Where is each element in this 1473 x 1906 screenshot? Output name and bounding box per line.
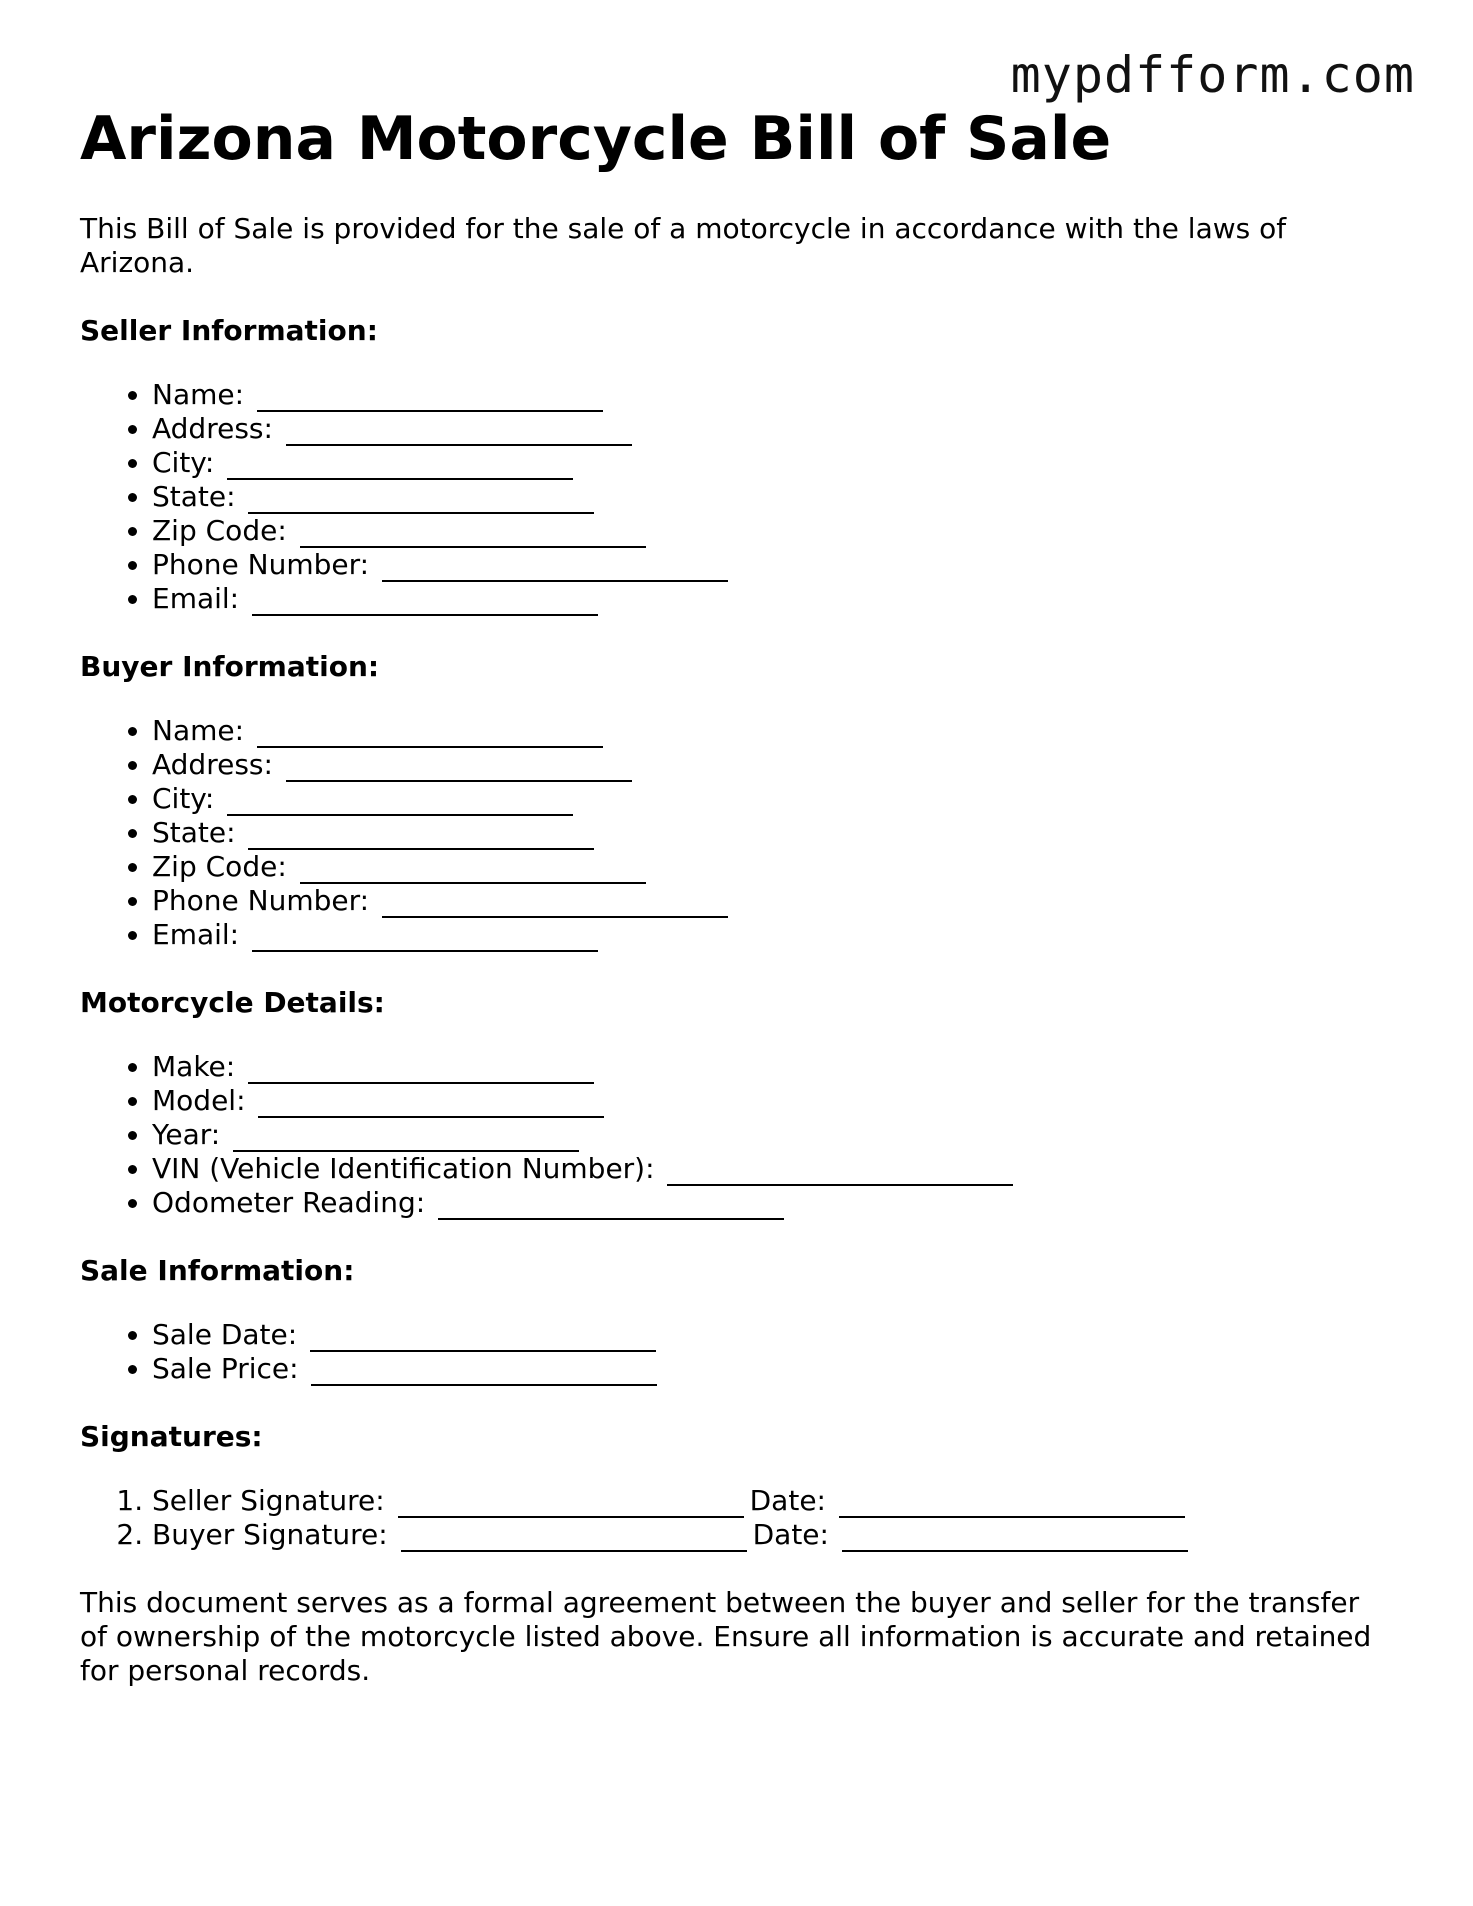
field-label: City: [152,782,215,815]
sale-fields [80,1318,1380,1386]
fill-blank[interactable] [252,584,598,616]
field-label: Buyer Signature: [152,1518,388,1551]
sale-price-field [152,1352,1380,1386]
date-label: Date: [749,1484,826,1517]
field-label: Email: [152,918,240,951]
fill-blank[interactable] [438,1188,784,1220]
field-label: Name: [152,714,245,747]
field-label: Phone Number: [152,884,370,917]
seller-signature-row [152,1484,1380,1518]
buyer-name-field [152,714,1380,748]
fill-blank[interactable] [300,852,646,884]
field-label: State: [152,816,236,849]
document-title: Arizona Motorcycle Bill of Sale [80,104,1112,174]
seller-fields [80,378,1380,616]
document-page [80,100,1380,1688]
buyer-zip-field [152,850,1380,884]
buyer-city-field [152,782,1380,816]
buyer-fields [80,714,1380,952]
seller-zip-field [152,514,1380,548]
sale-heading: Sale Information: [80,1254,355,1287]
fill-blank[interactable] [667,1154,1013,1186]
fill-blank[interactable] [382,886,728,918]
fill-blank[interactable] [300,516,646,548]
motorcycle-model-field [152,1084,1380,1118]
date-label: Date: [752,1518,829,1551]
field-label: Sale Price: [152,1352,299,1385]
fill-blank[interactable] [227,448,573,480]
fill-blank[interactable] [257,380,603,412]
seller-email-field [152,582,1380,616]
seller-signature-blank[interactable] [398,1486,744,1518]
field-label: Address: [152,748,273,781]
buyer-date-blank[interactable] [842,1520,1188,1552]
fill-blank[interactable] [233,1120,579,1152]
motorcycle-odometer-field [152,1186,1380,1220]
fill-blank[interactable] [382,550,728,582]
field-label: Sale Date: [152,1318,298,1351]
fill-blank[interactable] [258,1086,604,1118]
fill-blank[interactable] [248,818,594,850]
fill-blank[interactable] [227,784,573,816]
field-label: Address: [152,412,273,445]
buyer-phone-field [152,884,1380,918]
field-label: Phone Number: [152,548,370,581]
fill-blank[interactable] [257,716,603,748]
field-label: Zip Code: [152,850,287,883]
field-label: VIN (Vehicle Identification Number): [152,1152,655,1185]
signatures-heading: Signatures: [80,1420,263,1453]
seller-address-field [152,412,1380,446]
field-label: Zip Code: [152,514,287,547]
signature-list [80,1484,1380,1552]
field-label: Year: [152,1118,221,1151]
motorcycle-make-field [152,1050,1380,1084]
fill-blank[interactable] [311,1354,657,1386]
fill-blank[interactable] [248,482,594,514]
field-label: Odometer Reading: [152,1186,426,1219]
buyer-email-field [152,918,1380,952]
field-label: Model: [152,1084,246,1117]
field-label: State: [152,480,236,513]
field-label: Seller Signature: [152,1484,385,1517]
motorcycle-fields [80,1050,1380,1220]
field-label: Email: [152,582,240,615]
watermark: mypdfform.com [1010,46,1415,104]
motorcycle-heading: Motorcycle Details: [80,986,385,1019]
fill-blank[interactable] [310,1320,656,1352]
fill-blank[interactable] [286,414,632,446]
seller-phone-field [152,548,1380,582]
seller-city-field [152,446,1380,480]
closing-paragraph: This document serves as a formal agreement between the buyer and seller for the transfer of ownership of the motorcycle listed above. Ensure all information is accurate and retained for personal records. [80,1586,1372,1687]
buyer-signature-blank[interactable] [401,1520,747,1552]
buyer-signature-row [152,1518,1380,1552]
buyer-address-field [152,748,1380,782]
buyer-state-field [152,816,1380,850]
buyer-heading: Buyer Information: [80,650,380,683]
field-label: City: [152,446,215,479]
intro-paragraph: This Bill of Sale is provided for the sale of a motorcycle in accordance with the laws of Arizona. [80,212,1287,279]
seller-name-field [152,378,1380,412]
seller-heading: Seller Information: [80,314,378,347]
fill-blank[interactable] [286,750,632,782]
sale-date-field [152,1318,1380,1352]
seller-date-blank[interactable] [839,1486,1185,1518]
fill-blank[interactable] [248,1052,594,1084]
seller-state-field [152,480,1380,514]
field-label: Make: [152,1050,236,1083]
motorcycle-vin-field [152,1152,1380,1186]
motorcycle-year-field [152,1118,1380,1152]
field-label: Name: [152,378,245,411]
fill-blank[interactable] [252,920,598,952]
